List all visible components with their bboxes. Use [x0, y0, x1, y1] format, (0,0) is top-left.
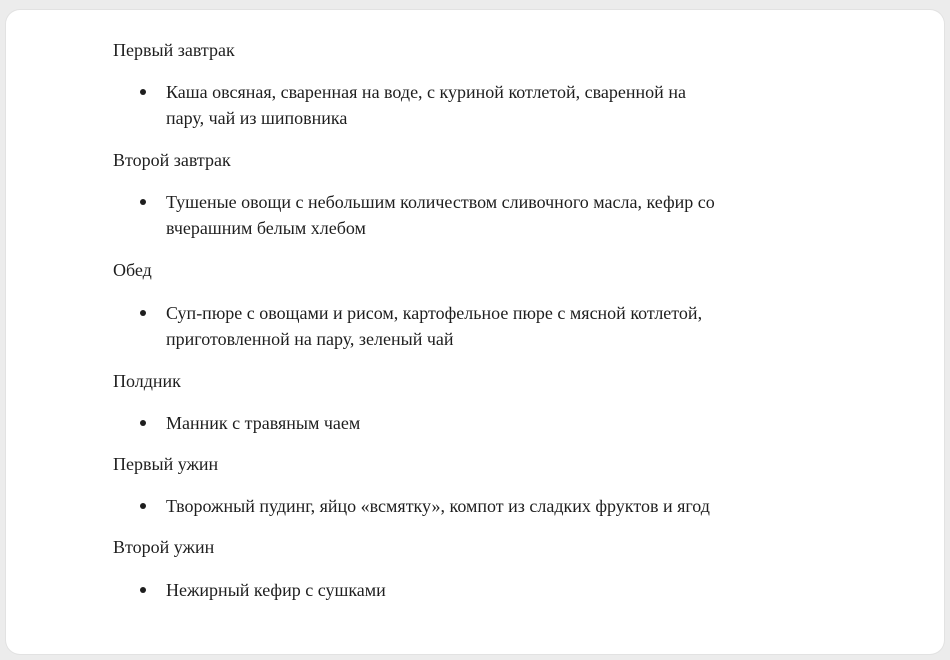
meal-item-afternoon-snack: Манник с травяным чаем: [166, 413, 361, 433]
meal-heading-afternoon-snack: Полдник: [113, 371, 181, 391]
meal-heading-lunch: Обед: [113, 260, 152, 280]
meal-heading-second-breakfast: Второй завтрак: [113, 150, 231, 170]
meal-item-lunch: Суп-пюре с овощами и рисом, картофельное пюре с мясной котлетой, приготовленной на пару, зеленый чай: [166, 303, 703, 349]
meal-heading-first-breakfast: Первый завтрак: [113, 40, 235, 60]
meal-heading-first-dinner: Первый ужин: [113, 454, 219, 474]
meal-item-first-breakfast: Каша овсяная, сваренная на воде, с куриной котлетой, сваренной на пару, чай из шиповника: [166, 82, 686, 128]
meal-heading-second-dinner: Второй ужин: [113, 537, 215, 557]
meal-item-second-breakfast: Тушеные овощи с небольшим количеством сливочного масла, кефир со вчерашним белым хлебом: [166, 192, 715, 238]
bullet-icon: [140, 503, 146, 509]
meal-item-second-dinner: Нежирный кефир с сушками: [166, 580, 386, 600]
bullet-icon: [140, 420, 146, 426]
bullet-icon: [140, 310, 146, 316]
bullet-icon: [140, 587, 146, 593]
bullet-icon: [140, 199, 146, 205]
meal-item-first-dinner: Творожный пудинг, яйцо «всмятку», компот из сладких фруктов и ягод: [166, 496, 710, 516]
bullet-icon: [140, 89, 146, 95]
